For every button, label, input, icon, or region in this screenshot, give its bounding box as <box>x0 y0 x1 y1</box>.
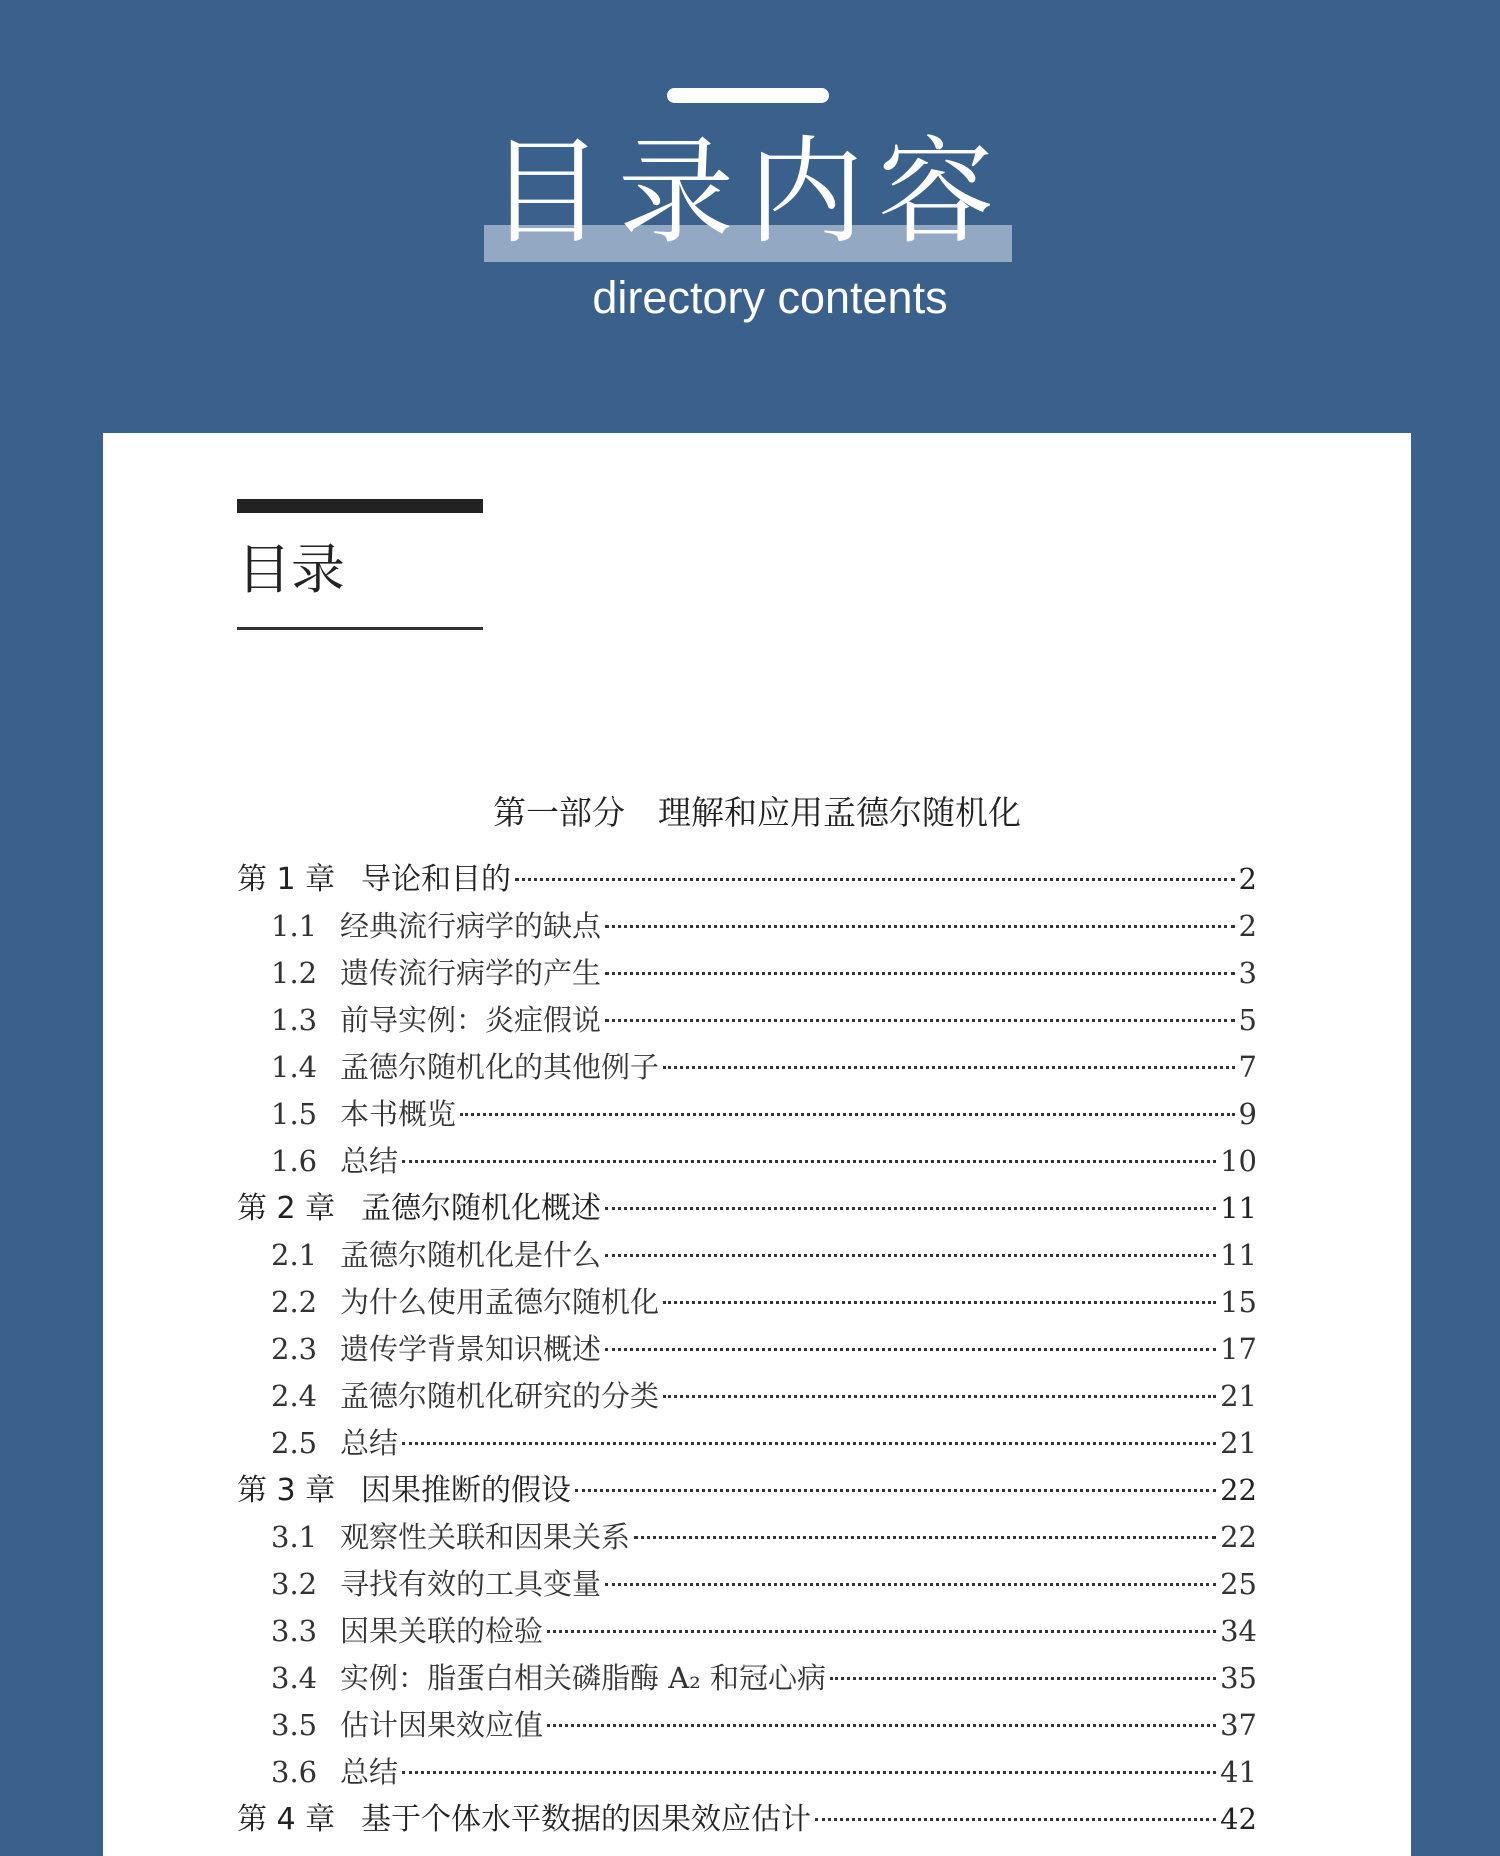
toc-entry-page: 22 <box>1220 1520 1257 1554</box>
toc-dot-leader <box>663 1066 1235 1069</box>
toc-entry-title: 孟德尔随机化是什么 <box>340 1238 602 1272</box>
toc-chapter-row[interactable] <box>237 856 1257 903</box>
toc-entry-number: 3.5 <box>271 1708 318 1742</box>
toc-section-row[interactable] <box>237 1138 1257 1185</box>
toc-entry-number: 3.4 <box>271 1661 318 1695</box>
toc-section-row[interactable] <box>237 1608 1257 1655</box>
toc-entry-number: 第 4 章 <box>237 1802 336 1837</box>
toc-section-row[interactable] <box>237 997 1257 1044</box>
toc-dot-leader <box>605 1019 1235 1022</box>
toc-entry-page: 35 <box>1220 1661 1257 1695</box>
toc-entry-page: 17 <box>1220 1332 1257 1366</box>
toc-entry-page: 11 <box>1220 1191 1257 1225</box>
toc-dot-leader <box>605 1348 1216 1351</box>
toc-entry-number: 1.5 <box>271 1097 318 1131</box>
toc-entry-title: 为什么使用孟德尔随机化 <box>340 1285 660 1319</box>
toc-entry-page: 21 <box>1220 1379 1257 1413</box>
toc-entry-number: 1.3 <box>271 1003 318 1037</box>
toc-entry-title: 前导实例：炎症假说 <box>340 1003 602 1037</box>
toc-entry-page: 5 <box>1238 1003 1257 1037</box>
toc-entry-page: 42 <box>1220 1802 1257 1836</box>
toc-entry-title: 因果关联的检验 <box>340 1614 544 1648</box>
toc-entry-title: 孟德尔随机化研究的分类 <box>340 1379 660 1413</box>
toc-section-row[interactable] <box>237 1091 1257 1138</box>
toc-entry-page: 7 <box>1238 1050 1257 1084</box>
toc-section-row[interactable] <box>237 1514 1257 1561</box>
toc-dot-leader <box>815 1818 1216 1821</box>
toc-entry-title: 实例：脂蛋白相关磷脂酶 A₂ 和冠心病 <box>340 1661 827 1695</box>
toc-entry-title: 总结 <box>340 1144 399 1178</box>
toc-section-row[interactable] <box>237 1232 1257 1279</box>
toc-entry-title: 本书概览 <box>340 1097 457 1131</box>
toc-entry-title: 基于个体水平数据的因果效应估计 <box>361 1802 811 1837</box>
toc-entry-title: 观察性关联和因果关系 <box>340 1520 631 1554</box>
toc-entry-number: 1.4 <box>271 1050 318 1084</box>
toc-entry-page: 15 <box>1220 1285 1257 1319</box>
toc-entry-title: 孟德尔随机化概述 <box>361 1191 601 1226</box>
toc-dot-leader <box>605 1207 1216 1210</box>
toc-section-row[interactable] <box>237 950 1257 997</box>
toc-entry-page: 22 <box>1220 1473 1257 1507</box>
toc-entry-page: 25 <box>1220 1567 1257 1601</box>
part-heading: 第一部分 理解和应用孟德尔随机化 <box>493 793 1021 832</box>
toc-dot-leader <box>515 878 1235 881</box>
toc-section-row[interactable] <box>237 1373 1257 1420</box>
toc-entry-number: 第 1 章 <box>237 862 336 897</box>
toc-dot-leader <box>634 1536 1216 1539</box>
toc-dot-leader <box>402 1160 1216 1163</box>
toc-dot-leader <box>547 1630 1216 1633</box>
toc-entry-number: 2.4 <box>271 1379 318 1413</box>
toc-entry-title: 总结 <box>340 1426 399 1460</box>
toc-dot-leader <box>402 1442 1216 1445</box>
toc-entry-number: 3.2 <box>271 1567 318 1601</box>
toc-chapter-row[interactable] <box>237 1796 1257 1843</box>
toc-entry-number: 1.1 <box>271 909 318 943</box>
toc-section-row[interactable] <box>237 1326 1257 1373</box>
banner-subtitle: directory contents <box>592 272 948 323</box>
toc-entry-page: 9 <box>1238 1097 1257 1131</box>
toc-chapter-row[interactable] <box>237 1185 1257 1232</box>
toc-entry-page: 34 <box>1220 1614 1257 1648</box>
toc-entry-number: 2.5 <box>271 1426 318 1460</box>
toc-page <box>103 433 1411 1856</box>
toc-entry-page: 2 <box>1238 862 1257 896</box>
toc-entry-page: 11 <box>1220 1238 1257 1272</box>
toc-dot-leader <box>402 1771 1216 1774</box>
toc-entry-number: 2.1 <box>271 1238 318 1272</box>
toc-entry-title: 估计因果效应值 <box>340 1708 544 1742</box>
toc-entry-title: 总结 <box>340 1755 399 1789</box>
toc-dot-leader <box>830 1677 1216 1680</box>
toc-entry-page: 37 <box>1220 1708 1257 1742</box>
toc-entry-title: 经典流行病学的缺点 <box>340 909 602 943</box>
toc-heading-bar <box>237 499 483 513</box>
toc-dot-leader <box>605 1254 1216 1257</box>
toc-dot-leader <box>575 1489 1216 1492</box>
toc-entry-title: 遗传学背景知识概述 <box>340 1332 602 1366</box>
toc-dot-leader <box>663 1395 1216 1398</box>
toc-section-row[interactable] <box>237 903 1257 950</box>
toc-entry-page: 3 <box>1238 956 1257 990</box>
decorative-top-bar <box>667 88 829 103</box>
toc-section-row[interactable] <box>237 1749 1257 1796</box>
toc-heading-rule <box>237 627 483 630</box>
toc-chapter-row[interactable] <box>237 1467 1257 1514</box>
toc-heading: 目录 <box>237 538 345 601</box>
toc-section-row[interactable] <box>237 1702 1257 1749</box>
toc-entry-number: 2.2 <box>271 1285 318 1319</box>
toc-section-row[interactable] <box>237 1044 1257 1091</box>
toc-entry-title: 寻找有效的工具变量 <box>340 1567 602 1601</box>
toc-entry-page: 2 <box>1238 909 1257 943</box>
toc-section-row[interactable] <box>237 1420 1257 1467</box>
toc-section-row[interactable] <box>237 1655 1257 1702</box>
toc-entry-number: 3.6 <box>271 1755 318 1789</box>
toc-entry-number: 第 3 章 <box>237 1473 336 1508</box>
toc-section-row[interactable] <box>237 1279 1257 1326</box>
toc-entry-title: 因果推断的假设 <box>361 1473 571 1508</box>
toc-entry-number: 2.3 <box>271 1332 318 1366</box>
toc-dot-leader <box>605 925 1235 928</box>
toc-dot-leader <box>460 1113 1235 1116</box>
toc-list <box>237 856 1257 1843</box>
toc-dot-leader <box>605 972 1235 975</box>
toc-entry-number: 1.2 <box>271 956 318 990</box>
toc-dot-leader <box>547 1724 1216 1727</box>
toc-entry-number: 3.3 <box>271 1614 318 1648</box>
toc-entry-number: 3.1 <box>271 1520 318 1554</box>
toc-dot-leader <box>663 1301 1216 1304</box>
toc-section-row[interactable] <box>237 1561 1257 1608</box>
banner-title: 目录内容 <box>488 125 1008 260</box>
toc-entry-page: 10 <box>1220 1144 1257 1178</box>
toc-entry-title: 孟德尔随机化的其他例子 <box>340 1050 660 1084</box>
toc-entry-page: 21 <box>1220 1426 1257 1460</box>
toc-dot-leader <box>605 1583 1216 1586</box>
toc-entry-number: 1.6 <box>271 1144 318 1178</box>
toc-entry-title: 导论和目的 <box>361 862 511 897</box>
toc-entry-title: 遗传流行病学的产生 <box>340 956 602 990</box>
toc-entry-page: 41 <box>1220 1755 1257 1789</box>
toc-entry-number: 第 2 章 <box>237 1191 336 1226</box>
